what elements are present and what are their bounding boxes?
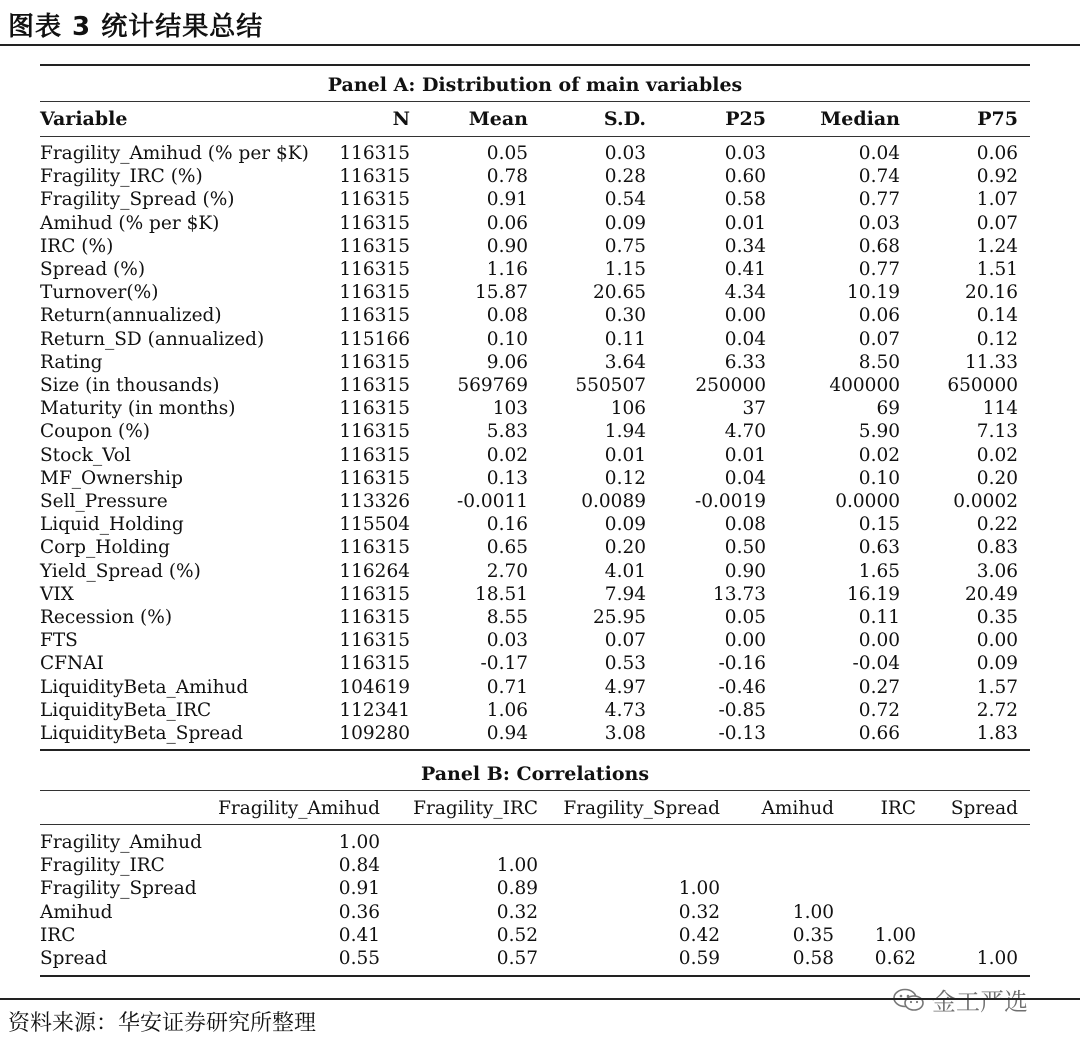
row-label: Fragility_Spread (%) [40, 189, 235, 211]
row-label: Amihud [40, 901, 113, 923]
table-cell: 0.10 [858, 467, 900, 489]
table-row [40, 375, 1030, 398]
header-p75: P75 [977, 108, 1018, 130]
row-label: Turnover(%) [40, 282, 159, 304]
panel-a-bottom-rule [40, 749, 1030, 751]
row-label: Fragility_IRC [40, 855, 165, 877]
table-cell: 0.58 [724, 189, 766, 211]
table-cell: 116315 [339, 630, 410, 652]
panel-b-header-row [40, 798, 1030, 821]
row-label: LiquidityBeta_Amihud [40, 676, 249, 698]
panel-b-title: Panel B: Correlations [420, 763, 650, 785]
table-row [40, 282, 1030, 305]
table-cell: 20.65 [593, 282, 646, 304]
bottom-divider [0, 998, 1080, 1000]
table-cell: 0.32 [678, 901, 720, 923]
table-cell: 1.00 [496, 855, 538, 877]
row-label: CFNAI [40, 653, 104, 675]
header-sd: S.D. [603, 108, 646, 130]
table-cell: 116315 [339, 653, 410, 675]
table-cell: 18.51 [475, 583, 528, 605]
table-cell: 250000 [695, 375, 766, 396]
header-fragility-irc: Fragility_IRC [413, 798, 538, 819]
table-cell: 0.13 [486, 467, 528, 489]
table-row [40, 236, 1030, 259]
table-cell: 20.49 [965, 583, 1018, 605]
table-row [40, 561, 1030, 584]
table-row [40, 607, 1030, 630]
table-cell: 0.11 [858, 607, 900, 628]
row-label: MF_Ownership [40, 467, 183, 489]
table-cell: 1.16 [486, 259, 528, 280]
table-cell: 400000 [829, 375, 900, 396]
table-cell: 0.50 [724, 537, 766, 559]
table-cell: 4.73 [604, 699, 646, 721]
table-cell: 116264 [339, 560, 410, 582]
table-cell: -0.46 [718, 676, 766, 698]
header-fragility-spread: Fragility_Spread [563, 798, 720, 819]
table-cell: 650000 [947, 375, 1018, 396]
table-cell: 116315 [339, 398, 410, 420]
table-cell: -0.13 [718, 723, 766, 744]
table-cell: 5.83 [486, 421, 528, 443]
table-cell: 0.57 [496, 948, 538, 969]
row-label: IRC (%) [40, 235, 114, 257]
panel-b-title-rule [40, 790, 1030, 791]
table-cell: 0.30 [604, 305, 646, 327]
table-row [40, 143, 1030, 166]
table-cell: 116315 [339, 444, 410, 466]
table-row [40, 537, 1030, 560]
table-cell: 8.50 [858, 351, 900, 373]
table-cell: 11.33 [965, 351, 1018, 373]
table-cell: 0.20 [604, 537, 646, 559]
table-cell: 0.41 [338, 924, 380, 946]
row-label: Rating [40, 351, 103, 373]
table-cell: 0.53 [604, 653, 646, 675]
table-cell: 0.90 [486, 235, 528, 257]
table-cell: 116315 [339, 607, 410, 628]
table-cell: 0.62 [874, 948, 916, 969]
figure-title: 图表 3 统计结果总结 [8, 12, 264, 42]
row-label: Fragility_Spread [40, 878, 197, 900]
row-label: LiquidityBeta_Spread [40, 723, 243, 744]
header-mean: Mean [468, 108, 528, 130]
table-row [40, 677, 1030, 700]
row-label: LiquidityBeta_IRC [40, 699, 212, 721]
table-cell: 0.91 [486, 189, 528, 211]
header-fragility-amihud: Fragility_Amihud [218, 798, 380, 819]
table-cell: 0.06 [486, 212, 528, 234]
header-irc: IRC [880, 798, 916, 819]
table-cell: 0.07 [604, 630, 646, 652]
table-row [40, 948, 1030, 971]
table-cell: 0.04 [724, 467, 766, 489]
table-cell: 550507 [575, 375, 646, 396]
table-row [40, 213, 1030, 236]
table-cell: -0.0011 [457, 491, 528, 512]
row-label: Coupon (%) [40, 421, 150, 443]
table-cell: 0.78 [486, 166, 528, 188]
table-cell: 0.08 [486, 305, 528, 327]
table-cell: 0.65 [486, 537, 528, 559]
row-label: Spread [40, 948, 108, 969]
table-cell: 0.28 [604, 166, 646, 188]
table-cell: 0.12 [604, 467, 646, 489]
row-label: Return(annualized) [40, 305, 222, 327]
table-row [40, 584, 1030, 607]
table-cell: 1.00 [678, 878, 720, 900]
table-cell: 116315 [339, 259, 410, 280]
table-cell: 0.36 [338, 901, 380, 923]
table-cell: 13.73 [713, 583, 766, 605]
row-label: Stock_Vol [40, 444, 131, 466]
table-cell: -0.85 [718, 699, 766, 721]
table-cell: 3.64 [604, 351, 646, 373]
table-cell: 0.83 [976, 537, 1018, 559]
table-cell: 1.94 [604, 421, 646, 443]
table-cell: 0.10 [486, 328, 528, 350]
table-cell: -0.04 [852, 653, 900, 675]
table-cell: 10.19 [847, 282, 900, 304]
table-cell: -0.0019 [695, 491, 766, 512]
table-row [40, 259, 1030, 282]
table-cell: 5.90 [858, 421, 900, 443]
header-spread: Spread [950, 798, 1018, 819]
table-cell: 0.0000 [835, 491, 900, 512]
panel-a-header-rule [40, 136, 1030, 137]
table-cell: 0.04 [724, 328, 766, 350]
table-cell: 0.09 [976, 653, 1018, 675]
table-cell: 0.14 [976, 305, 1018, 327]
row-label: Yield_Spread (%) [40, 560, 201, 582]
table-cell: 0.0002 [953, 491, 1018, 512]
table-cell: 0.01 [724, 444, 766, 466]
table-cell: 0.90 [724, 560, 766, 582]
table-cell: 0.07 [858, 328, 900, 350]
table-cell: 0.34 [724, 235, 766, 257]
table-cell: 0.01 [604, 444, 646, 466]
table-cell: 0.72 [858, 699, 900, 721]
table-cell: 0.09 [604, 514, 646, 536]
table-row [40, 653, 1030, 676]
table-row [40, 514, 1030, 537]
table-cell: 0.66 [858, 723, 900, 744]
row-label: Size (in thousands) [40, 375, 220, 396]
panel-a-title: Panel A: Distribution of main variables [327, 74, 743, 96]
table-cell: 112341 [339, 699, 410, 721]
table-cell: 69 [876, 398, 900, 420]
table-cell: 115166 [339, 328, 410, 350]
table-cell: 0.03 [486, 630, 528, 652]
table-cell: 0.06 [976, 143, 1018, 164]
header-p25: P25 [725, 108, 766, 130]
row-label: VIX [40, 583, 74, 605]
source-note: 资料来源：华安证券研究所整理 [8, 1011, 317, 1036]
table-cell: 1.51 [976, 259, 1018, 280]
row-label: Spread (%) [40, 259, 146, 280]
table-row [40, 491, 1030, 514]
row-label: Amihud (% per $K) [40, 212, 220, 234]
table-cell: 116315 [339, 212, 410, 234]
table-cell: 106 [610, 398, 646, 420]
table-cell: 0.02 [858, 444, 900, 466]
table-row [40, 305, 1030, 328]
row-label: FTS [40, 630, 78, 652]
table-row [40, 468, 1030, 491]
row-label: Maturity (in months) [40, 398, 236, 420]
table-cell: 0.00 [976, 630, 1018, 652]
table-cell: 0.75 [604, 235, 646, 257]
table-cell: 0.35 [976, 607, 1018, 628]
table-cell: 0.20 [976, 467, 1018, 489]
table-cell: 116315 [339, 467, 410, 489]
table-cell: 0.09 [604, 212, 646, 234]
table-cell: 4.01 [604, 560, 646, 582]
table-cell: 114 [982, 398, 1018, 420]
table-row [40, 723, 1030, 746]
table-cell: 0.02 [486, 444, 528, 466]
row-label: Recession (%) [40, 607, 173, 628]
header-amihud: Amihud [761, 798, 834, 819]
table-cell: 0.59 [678, 948, 720, 969]
table-cell: 0.74 [858, 166, 900, 188]
table-cell: 1.00 [338, 832, 380, 853]
table-cell: 0.32 [496, 901, 538, 923]
table-cell: 116315 [339, 166, 410, 188]
table-row [40, 166, 1030, 189]
panel-a-top-rule [40, 64, 1030, 66]
table-cell: 0.02 [976, 444, 1018, 466]
row-label: Liquid_Holding [40, 514, 184, 536]
table-row [40, 421, 1030, 444]
row-label: Return_SD (annualized) [40, 328, 265, 350]
table-cell: 116315 [339, 351, 410, 373]
table-cell: 0.89 [496, 878, 538, 900]
watermark-text: 金工严选 [932, 988, 1028, 1016]
table-row [40, 189, 1030, 212]
table-cell: 116315 [339, 143, 410, 164]
table-cell: 0.77 [858, 259, 900, 280]
table-cell: 9.06 [486, 351, 528, 373]
table-cell: 0.11 [604, 328, 646, 350]
header-n: N [392, 108, 410, 130]
table-cell: 116315 [339, 282, 410, 304]
table-row [40, 630, 1030, 653]
table-cell: 0.08 [724, 514, 766, 536]
table-cell: 0.94 [486, 723, 528, 744]
table-cell: 25.95 [593, 607, 646, 628]
table-row [40, 878, 1030, 901]
table-cell: 7.94 [604, 583, 646, 605]
table-cell: 0.04 [858, 143, 900, 164]
row-label: Corp_Holding [40, 537, 170, 559]
row-label: IRC [40, 924, 76, 946]
table-cell: 0.00 [724, 305, 766, 327]
row-label: Fragility_Amihud [40, 832, 202, 853]
table-cell: 0.03 [604, 143, 646, 164]
table-cell: -0.17 [480, 653, 528, 675]
table-row [40, 329, 1030, 352]
table-cell: 2.72 [976, 699, 1018, 721]
table-cell: 0.84 [338, 855, 380, 877]
table-cell: 116315 [339, 189, 410, 211]
table-cell: 0.07 [976, 212, 1018, 234]
table-cell: 0.41 [724, 259, 766, 280]
table-cell: 113326 [339, 491, 410, 512]
table-cell: 116315 [339, 537, 410, 559]
table-cell: 0.03 [858, 212, 900, 234]
table-cell: 1.24 [976, 235, 1018, 257]
table-row [40, 925, 1030, 948]
table-cell: 3.08 [604, 723, 646, 744]
table-cell: 1.15 [604, 259, 646, 280]
table-row [40, 832, 1030, 855]
table-cell: 0.63 [858, 537, 900, 559]
table-cell: 0.12 [976, 328, 1018, 350]
table-cell: 116315 [339, 235, 410, 257]
table-cell: 15.87 [475, 282, 528, 304]
table-cell: 0.60 [724, 166, 766, 188]
panel-b-header-rule [40, 824, 1030, 825]
table-cell: 0.06 [858, 305, 900, 327]
table-row [40, 855, 1030, 878]
table-row [40, 700, 1030, 723]
table-cell: 0.01 [724, 212, 766, 234]
table-cell: 104619 [339, 676, 410, 698]
table-cell: 0.71 [486, 676, 528, 698]
table-cell: 3.06 [976, 560, 1018, 582]
table-row [40, 902, 1030, 925]
table-row [40, 398, 1030, 421]
table-cell: 1.83 [976, 723, 1018, 744]
table-cell: 1.00 [976, 948, 1018, 969]
row-label: Sell_Pressure [40, 491, 168, 512]
table-cell: 0.35 [792, 924, 834, 946]
table-cell: 116315 [339, 375, 410, 396]
table-cell: 2.70 [486, 560, 528, 582]
table-cell: 0.52 [496, 924, 538, 946]
table-cell: 0.16 [486, 514, 528, 536]
table-cell: 0.22 [976, 514, 1018, 536]
header-median: Median [820, 108, 900, 130]
table-cell: -0.16 [718, 653, 766, 675]
panel-a-title-rule [40, 101, 1030, 102]
table-cell: 115504 [339, 514, 410, 536]
row-label: Fragility_IRC (%) [40, 166, 203, 188]
table-cell: 1.06 [486, 699, 528, 721]
table-cell: 20.16 [965, 282, 1018, 304]
table-cell: 37 [742, 398, 766, 420]
table-cell: 116315 [339, 583, 410, 605]
table-cell: 4.70 [724, 421, 766, 443]
panel-b-bottom-rule [40, 975, 1030, 977]
table-cell: 8.55 [486, 607, 528, 628]
table-cell: 109280 [339, 723, 410, 744]
table-cell: 116315 [339, 305, 410, 327]
table-cell: 0.0089 [581, 491, 646, 512]
panel-a-header-row [40, 108, 1030, 131]
table-cell: 116315 [339, 421, 410, 443]
table-cell: 1.00 [874, 924, 916, 946]
table-cell: 1.57 [976, 676, 1018, 698]
table-cell: 0.00 [858, 630, 900, 652]
table-cell: 4.97 [604, 676, 646, 698]
table-cell: 0.05 [724, 607, 766, 628]
table-cell: 103 [492, 398, 528, 420]
table-cell: 0.92 [976, 166, 1018, 188]
table-cell: 1.65 [858, 560, 900, 582]
table-cell: 0.58 [792, 948, 834, 969]
header-variable: Variable [40, 108, 128, 130]
top-divider [0, 44, 1080, 46]
row-label: Fragility_Amihud (% per $K) [40, 143, 309, 164]
table-cell: 0.91 [338, 878, 380, 900]
table-cell: 1.00 [792, 901, 834, 923]
table-cell: 0.55 [338, 948, 380, 969]
table-cell: 0.42 [678, 924, 720, 946]
table-row [40, 445, 1030, 468]
table-cell: 6.33 [724, 351, 766, 373]
table-cell: 0.77 [858, 189, 900, 211]
table-cell: 4.34 [724, 282, 766, 304]
table-cell: 569769 [457, 375, 528, 396]
table-row [40, 352, 1030, 375]
table-cell: 0.15 [858, 514, 900, 536]
table-cell: 0.05 [486, 143, 528, 164]
table-cell: 0.03 [724, 143, 766, 164]
table-cell: 7.13 [976, 421, 1018, 443]
table-cell: 0.68 [858, 235, 900, 257]
table-cell: 1.07 [976, 189, 1018, 211]
table-cell: 0.27 [858, 676, 900, 698]
table-cell: 0.54 [604, 189, 646, 211]
table-cell: 16.19 [847, 583, 900, 605]
table-cell: 0.00 [724, 630, 766, 652]
